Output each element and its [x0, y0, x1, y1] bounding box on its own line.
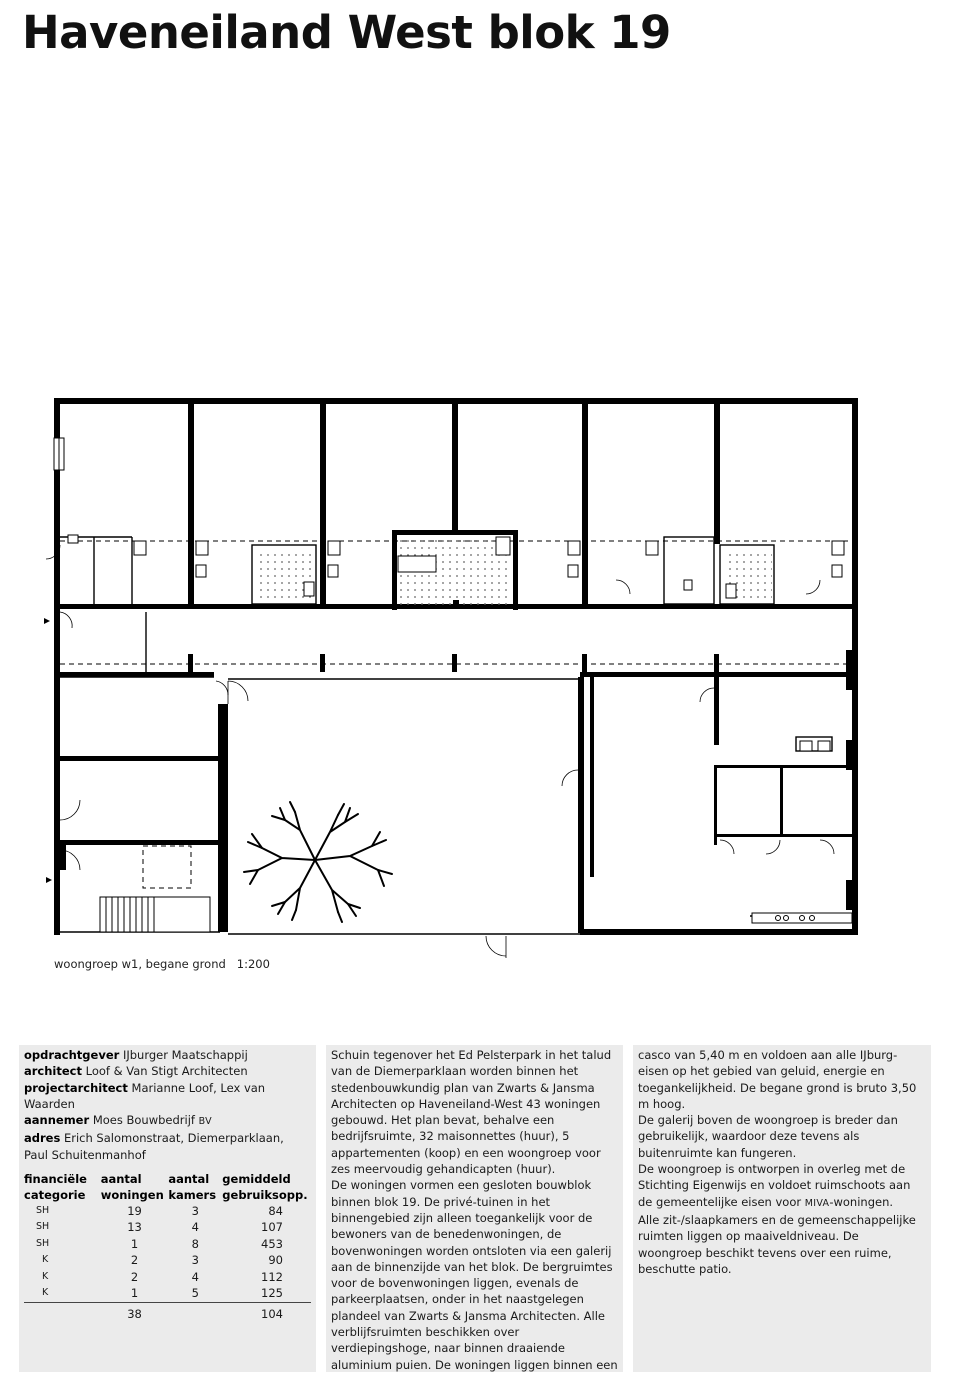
tree	[244, 802, 392, 922]
table-row: K 1 5 125	[42, 1286, 283, 1301]
page-title: Haveneiland West blok 19	[22, 6, 671, 59]
walls	[54, 398, 858, 935]
credit-address: adres Erich Salomonstraat, Diemerparklaan, Paul Schuitenmanhof	[24, 1131, 284, 1162]
window	[54, 438, 64, 470]
table-row: SH 1 8 453	[36, 1236, 283, 1251]
description-column-2	[326, 1045, 623, 1372]
paragraph: De galerij boven de woongroep is breder dan gebruikelijk, waardoor deze tevens als buitenruimte kan fungeren.	[638, 1113, 898, 1160]
plan-caption: woongroep w1, begane grond 1:200	[54, 957, 270, 971]
staircase	[100, 897, 210, 932]
credit-contractor: aannemer Moes Bouwbedrijf BV	[24, 1113, 212, 1128]
table-row: SH 13 4 107	[36, 1220, 283, 1235]
entrance-markers	[44, 618, 52, 883]
col-header-category: financiële categorie	[24, 1172, 87, 1203]
table-row: K 2 4 112	[42, 1269, 283, 1284]
col-header-area: gemiddeld gebruiksopp.	[222, 1172, 308, 1203]
table-row: SH 19 3 84	[36, 1204, 283, 1219]
table-total-row: 38 104	[24, 1302, 311, 1322]
kitchen-counter	[752, 913, 852, 923]
paragraph: De woningen vormen een gesloten bouwblok binnen blok 19. De privé-tuinen in het binnengebied zijn alleen toegankelijk voor de bewoners van de benedenwoningen, de bovenwoningen worden ontsloten via een galerij aan de binnenzijde van het blok. De bergruimtes voor de bovenwoningen liggen, evenals de parkeerplaatsen, onder in het naastgelegen plandeel van Zwarts & Jansma Architecten. Alle verblijfsruimten beschikken over verdiepingshoge, naar binnen draaiende aluminium puien. De woningen liggen binnen een	[331, 1178, 618, 1372]
paragraph: De woongroep is ontworpen in overleg met de Stichting Eigenwijs en voldoet ruimschoots aan de gemeentelijke eisen voor MIVA-woningen.	[638, 1162, 911, 1209]
credit-project-architect: projectarchitect Marianne Loof, Lex van Waarden	[24, 1080, 266, 1111]
paragraph: casco van 5,40 m en voldoen aan alle IJburg-eisen op het gebied van geluid, energie en toegankelijkheid. De begane grond is bruto 3,50 m hoog.	[638, 1048, 917, 1111]
col-header-dwellings: aantal woningen	[100, 1172, 164, 1203]
housing-table	[24, 1171, 311, 1322]
paragraph: Alle zit-/slaapkamers en de gemeenschappelijke ruimten liggen op maaiveldniveau. De woongroep beschikt tevens over een ruime, beschutte patio.	[638, 1212, 916, 1276]
col-header-rooms: aantal kamers	[168, 1172, 217, 1203]
credits-column	[19, 1045, 316, 1372]
credit-architect: architect Loof & Van Stigt Architecten	[24, 1064, 248, 1079]
credit-client: opdrachtgever IJburger Maatschappij	[24, 1048, 248, 1062]
paragraph: Schuin tegenover het Ed Pelsterpark in het talud van de Diemerparklaan worden binnen het stedenbouwkundig plan van Zwarts & Jansma Architecten op Haveneiland-West 43 woningen gebouwd. Het plan bevat, behalve een bedrijfsruimte, 32 maisonnettes (huur), 5 appartementen (koop) en een woongroep voor zes meervoudig gehandicapten (huur).	[331, 1048, 612, 1177]
description-column-3	[633, 1045, 931, 1372]
table-row: K 2 3 90	[42, 1253, 283, 1268]
